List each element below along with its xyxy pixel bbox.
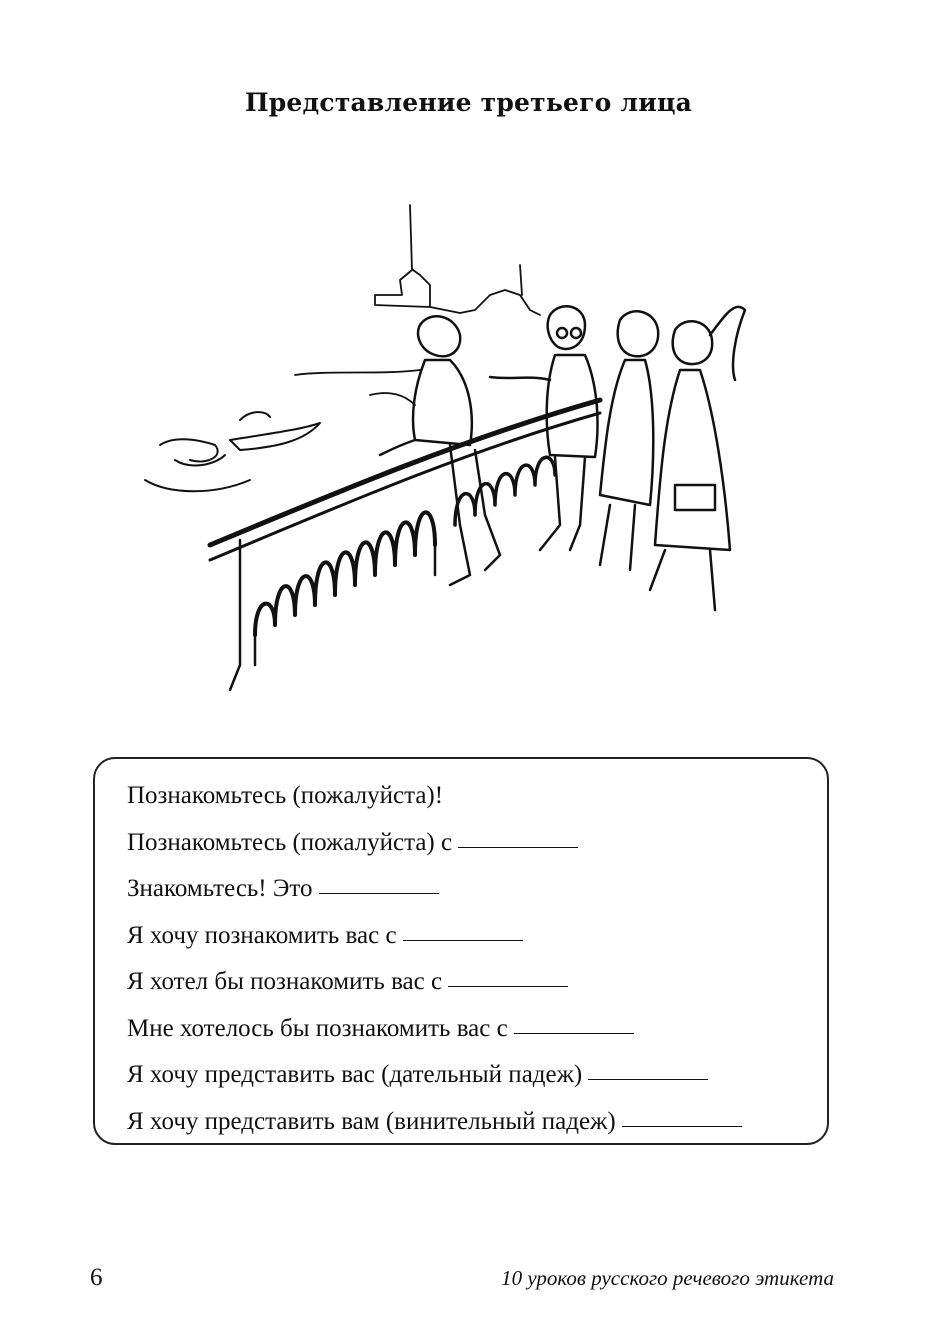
phrase-text: Я хочу познакомить вас с [127,921,397,949]
phrase-item [127,1099,742,1146]
fill-in-blank [622,1125,742,1127]
boat-drawing [145,412,320,491]
phrase-item [127,1052,742,1099]
ponytail-woman-drawing [650,307,745,610]
fill-in-blank [588,1078,708,1080]
phrase-item [127,820,742,867]
fill-in-blank [448,985,568,987]
phrase-text: Мне хотелось бы познакомить вас с [127,1014,508,1042]
phrase-text: Познакомьтесь (пожалуйста) с [127,828,453,856]
phrase-box [93,757,829,1145]
phrase-item [127,773,742,820]
running-footer-title: 10 уроков русского речевого этикета [501,1266,834,1290]
phrase-item [127,959,742,1006]
skyline-drawing [295,205,540,405]
phrase-text: Я хочу представить вам (винительный падеж) [127,1107,616,1135]
phrase-item [127,913,742,960]
curly-woman-drawing [600,311,658,570]
page-number: 6 [90,1264,103,1291]
phrase-text: Знакомьтесь! Это [127,875,313,902]
page-title: Представление третьего лица [244,88,693,117]
phrase-item [127,866,742,913]
fill-in-blank [458,846,578,848]
phrase-list [127,773,742,1145]
fill-in-blank [319,892,439,894]
people-on-embankment-illustration [130,195,770,695]
phrase-text: Я хотел бы познакомить вас с [127,968,443,995]
fill-in-blank [514,1032,634,1034]
phrase-text: Познакомьтесь (пожалуйста)! [127,782,444,809]
phrase-item [127,1006,742,1053]
fill-in-blank [403,939,523,941]
phrase-text: Я хочу представить вас (дательный падеж) [127,1061,583,1088]
